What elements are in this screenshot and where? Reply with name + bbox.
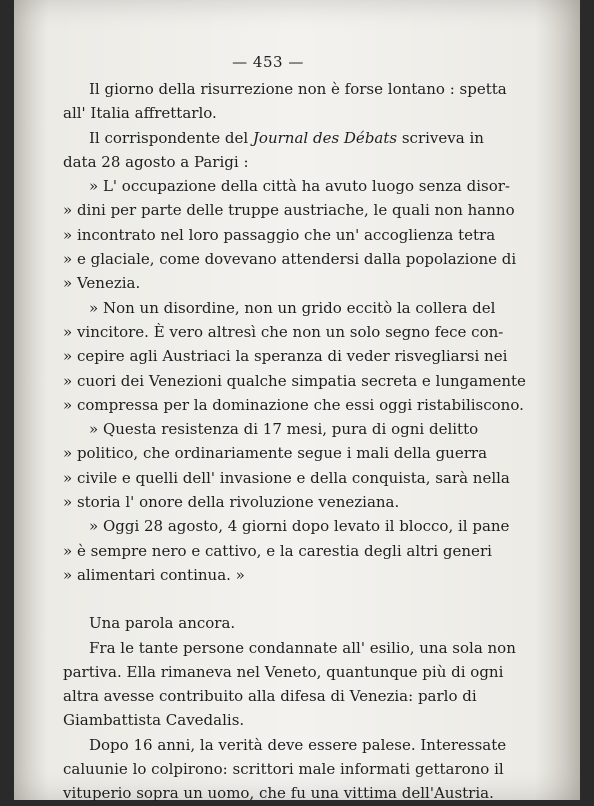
page-number: — 453 — [232,53,304,71]
text-line: » politico, che ordinariamente segue i mali della guerra [63,444,488,463]
text-line: Il giorno della risurrezione non è forse lontano : spetta [89,80,507,98]
text-line: » dini per parte delle truppe austriache, le quali non hanno [63,201,515,220]
text-line: » Oggi 28 agosto, 4 giorni dopo levato il blocco, il pane [89,517,510,536]
text-line: » è sempre nero e cattivo, e la carestia degli altri generi [63,541,492,560]
text-line: » Non un disordine, non un grido eccitò la collera del [89,298,496,317]
text-line: » Questa resistenza di 17 mesi, pura di ogni delitto [89,420,479,439]
page-text [63,53,526,806]
text-line: » alimentari continua. » [63,565,245,584]
text-line: partiva. Ella rimaneva nel Veneto, quantunque più di ogni [63,662,504,681]
text-line: » Venezia. [63,274,141,293]
text-line: all' Italia affrettarlo. [63,104,217,123]
text-line: caluunie lo colpirono: scrittori male informati gettarono il [63,760,504,779]
book-page [14,0,580,803]
text-line: » storia l' onore della rivoluzione veneziana. [63,493,400,512]
text-line: » L' occupazione della città ha avuto luogo senza disor- [89,177,511,196]
text-line: » cepire agli Austriaci la speranza di veder risvegliarsi nei [63,347,508,366]
text-line: Fra le tante persone condannate all' esilio, una sola non [89,638,516,657]
text-line: » e glaciale, come dovevano attendersi dalla popolazione di [63,250,517,269]
text-line: » compressa per la dominazione che essi oggi ristabiliscono. [63,395,524,414]
text-line: » civile e quelli dell' invasione e della conquista, sarà nella [63,468,510,487]
text-lines [63,77,526,806]
text-line: altra avesse contribuito alla difesa di Venezia: parlo di [63,687,477,706]
text-line: Dopo 16 anni, la verità deve essere palese. Interessate [89,735,507,754]
journal-title: Journal des Débats [252,128,398,147]
text-line: Il corrispondente del Journal des Débats scriveva in [89,128,484,147]
text-line: Giambattista Cavedalis. [63,711,245,730]
text-line: » vincitore. È vero altresì che non un solo segno fece con- [63,322,504,341]
text-line: Una parola ancora. [89,614,236,633]
paragraph-gap [63,587,473,611]
text-line: data 28 agosto a Parigi : [63,152,249,171]
text-line: » cuori dei Venezioni qualche simpatia secreta e lungamente [63,371,526,390]
text-line: vituperio sopra un uomo, che fu una vittima dell'Austria. [63,784,494,803]
text-line: » incontrato nel loro passaggio che un' accoglienza tetra [63,225,496,244]
